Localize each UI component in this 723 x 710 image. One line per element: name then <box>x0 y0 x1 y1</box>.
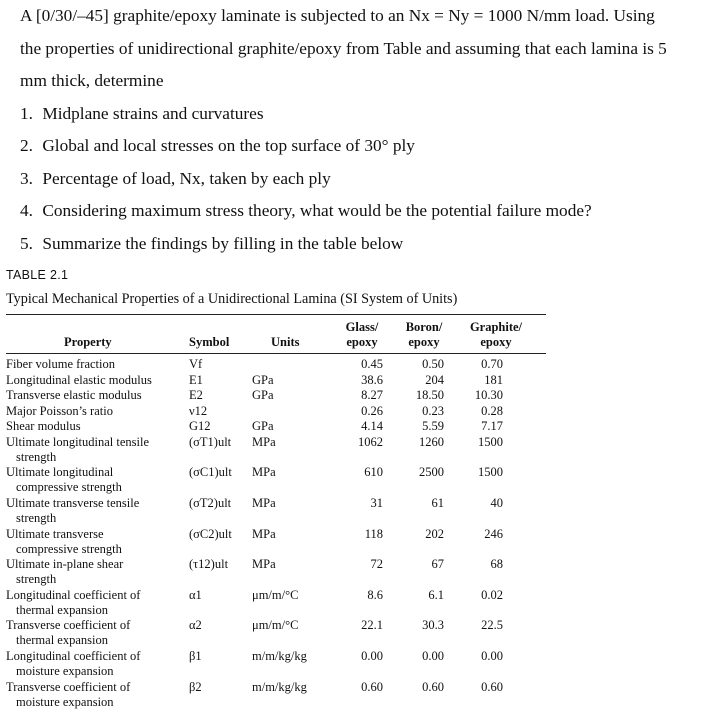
glass-epoxy-value: 610 <box>306 465 383 480</box>
graphite-epoxy-value: 0.70 <box>426 357 503 372</box>
property-cell: Fiber volume fraction <box>6 357 176 372</box>
glass-epoxy-value: 8.6 <box>306 588 383 603</box>
glass-epoxy-value: 72 <box>306 557 383 572</box>
header-property: Property <box>64 335 112 350</box>
units-cell: μm/m/°C <box>252 618 332 633</box>
graphite-epoxy-value: 181 <box>426 373 503 388</box>
boron-epoxy-value: 30.3 <box>367 618 444 633</box>
task-item: 3. Percentage of load, Nx, taken by each ply <box>20 163 720 196</box>
glass-epoxy-value: 0.26 <box>306 404 383 419</box>
property-cell: Longitudinal elastic modulus <box>6 373 176 388</box>
table-caption: Typical Mechanical Properties of a Unidirectional Lamina (SI System of Units) <box>6 291 457 308</box>
boron-epoxy-value: 0.60 <box>367 680 444 695</box>
glass-epoxy-value: 118 <box>306 527 383 542</box>
symbol-cell: α2 <box>189 618 239 633</box>
table-header-rule <box>6 353 546 354</box>
glass-epoxy-value: 0.00 <box>306 649 383 664</box>
units-cell: m/m/kg/kg <box>252 649 332 664</box>
glass-epoxy-value: 4.14 <box>306 419 383 434</box>
glass-epoxy-value: 38.6 <box>306 373 383 388</box>
problem-statement <box>20 0 720 260</box>
task-item: 1. Midplane strains and curvatures <box>20 98 720 131</box>
header-graphite: Graphite/ epoxy <box>456 320 536 350</box>
boron-epoxy-value: 18.50 <box>367 388 444 403</box>
graphite-epoxy-value: 40 <box>426 496 503 511</box>
glass-epoxy-value: 0.60 <box>306 680 383 695</box>
property-cell: Ultimate longitudinal tensile strength <box>6 435 176 466</box>
glass-epoxy-value: 22.1 <box>306 618 383 633</box>
property-cell: Ultimate transverse compressive strength <box>6 527 176 558</box>
boron-epoxy-value: 6.1 <box>367 588 444 603</box>
units-cell: MPa <box>252 527 332 542</box>
units-cell: GPa <box>252 388 332 403</box>
units-cell: m/m/kg/kg <box>252 680 332 695</box>
symbol-cell: (σC1)ult <box>189 465 239 480</box>
symbol-cell: (σT1)ult <box>189 435 239 450</box>
graphite-epoxy-value: 68 <box>426 557 503 572</box>
symbol-cell: E2 <box>189 388 239 403</box>
boron-epoxy-value: 67 <box>367 557 444 572</box>
symbol-cell: ν12 <box>189 404 239 419</box>
graphite-epoxy-value: 0.00 <box>426 649 503 664</box>
symbol-cell: (τ12)ult <box>189 557 239 572</box>
symbol-cell: (σT2)ult <box>189 496 239 511</box>
table-label: TABLE 2.1 <box>6 268 68 282</box>
symbol-cell: Vf <box>189 357 239 372</box>
units-cell: GPa <box>252 373 332 388</box>
property-cell: Major Poisson’s ratio <box>6 404 176 419</box>
graphite-epoxy-value: 7.17 <box>426 419 503 434</box>
boron-epoxy-value: 204 <box>367 373 444 388</box>
header-boron: Boron/ epoxy <box>394 320 454 350</box>
boron-epoxy-value: 202 <box>367 527 444 542</box>
property-cell: Longitudinal coefficient of moisture expansion <box>6 649 176 680</box>
boron-epoxy-value: 0.50 <box>367 357 444 372</box>
symbol-cell: (σC2)ult <box>189 527 239 542</box>
boron-epoxy-value: 61 <box>367 496 444 511</box>
problem-intro-line-2: the properties of unidirectional graphite/epoxy from Table and assuming that each lamina is 5 <box>20 33 720 66</box>
problem-intro-line-3: mm thick, determine <box>20 65 720 98</box>
graphite-epoxy-value: 0.02 <box>426 588 503 603</box>
property-cell: Longitudinal coefficient of thermal expansion <box>6 588 176 619</box>
property-cell: Ultimate longitudinal compressive strength <box>6 465 176 496</box>
units-cell: MPa <box>252 557 332 572</box>
task-item: 2. Global and local stresses on the top surface of 30° ply <box>20 130 720 163</box>
symbol-cell: G12 <box>189 419 239 434</box>
table-header <box>6 318 546 352</box>
table-top-rule <box>6 314 546 315</box>
boron-epoxy-value: 0.23 <box>367 404 444 419</box>
glass-epoxy-value: 0.45 <box>306 357 383 372</box>
property-cell: Transverse coefficient of thermal expansion <box>6 618 176 649</box>
units-cell: MPa <box>252 496 332 511</box>
symbol-cell: β2 <box>189 680 239 695</box>
units-cell: MPa <box>252 435 332 450</box>
symbol-cell: α1 <box>189 588 239 603</box>
problem-intro-line-1: A [0/30/–45] graphite/epoxy laminate is subjected to an Nx = Ny = 1000 N/mm load. Using <box>20 0 720 33</box>
boron-epoxy-value: 1260 <box>367 435 444 450</box>
boron-epoxy-value: 2500 <box>367 465 444 480</box>
property-cell: Transverse elastic modulus <box>6 388 176 403</box>
units-cell: MPa <box>252 465 332 480</box>
property-cell: Shear modulus <box>6 419 176 434</box>
glass-epoxy-value: 8.27 <box>306 388 383 403</box>
header-symbol: Symbol <box>189 335 229 350</box>
graphite-epoxy-value: 1500 <box>426 435 503 450</box>
units-cell: μm/m/°C <box>252 588 332 603</box>
graphite-epoxy-value: 0.60 <box>426 680 503 695</box>
symbol-cell: E1 <box>189 373 239 388</box>
boron-epoxy-value: 0.00 <box>367 649 444 664</box>
property-cell: Ultimate in-plane shear strength <box>6 557 176 588</box>
glass-epoxy-value: 31 <box>306 496 383 511</box>
boron-epoxy-value: 5.59 <box>367 419 444 434</box>
graphite-epoxy-value: 0.28 <box>426 404 503 419</box>
property-cell: Transverse coefficient of moisture expansion <box>6 680 176 710</box>
task-list <box>20 98 720 261</box>
task-item: 5. Summarize the findings by filling in the table below <box>20 228 720 261</box>
units-cell: GPa <box>252 419 332 434</box>
property-cell: Ultimate transverse tensile strength <box>6 496 176 527</box>
header-glass: Glass/ epoxy <box>332 320 392 350</box>
graphite-epoxy-value: 10.30 <box>426 388 503 403</box>
graphite-epoxy-value: 1500 <box>426 465 503 480</box>
graphite-epoxy-value: 246 <box>426 527 503 542</box>
symbol-cell: β1 <box>189 649 239 664</box>
glass-epoxy-value: 1062 <box>306 435 383 450</box>
header-units: Units <box>271 335 299 350</box>
graphite-epoxy-value: 22.5 <box>426 618 503 633</box>
task-item: 4. Considering maximum stress theory, what would be the potential failure mode? <box>20 195 720 228</box>
